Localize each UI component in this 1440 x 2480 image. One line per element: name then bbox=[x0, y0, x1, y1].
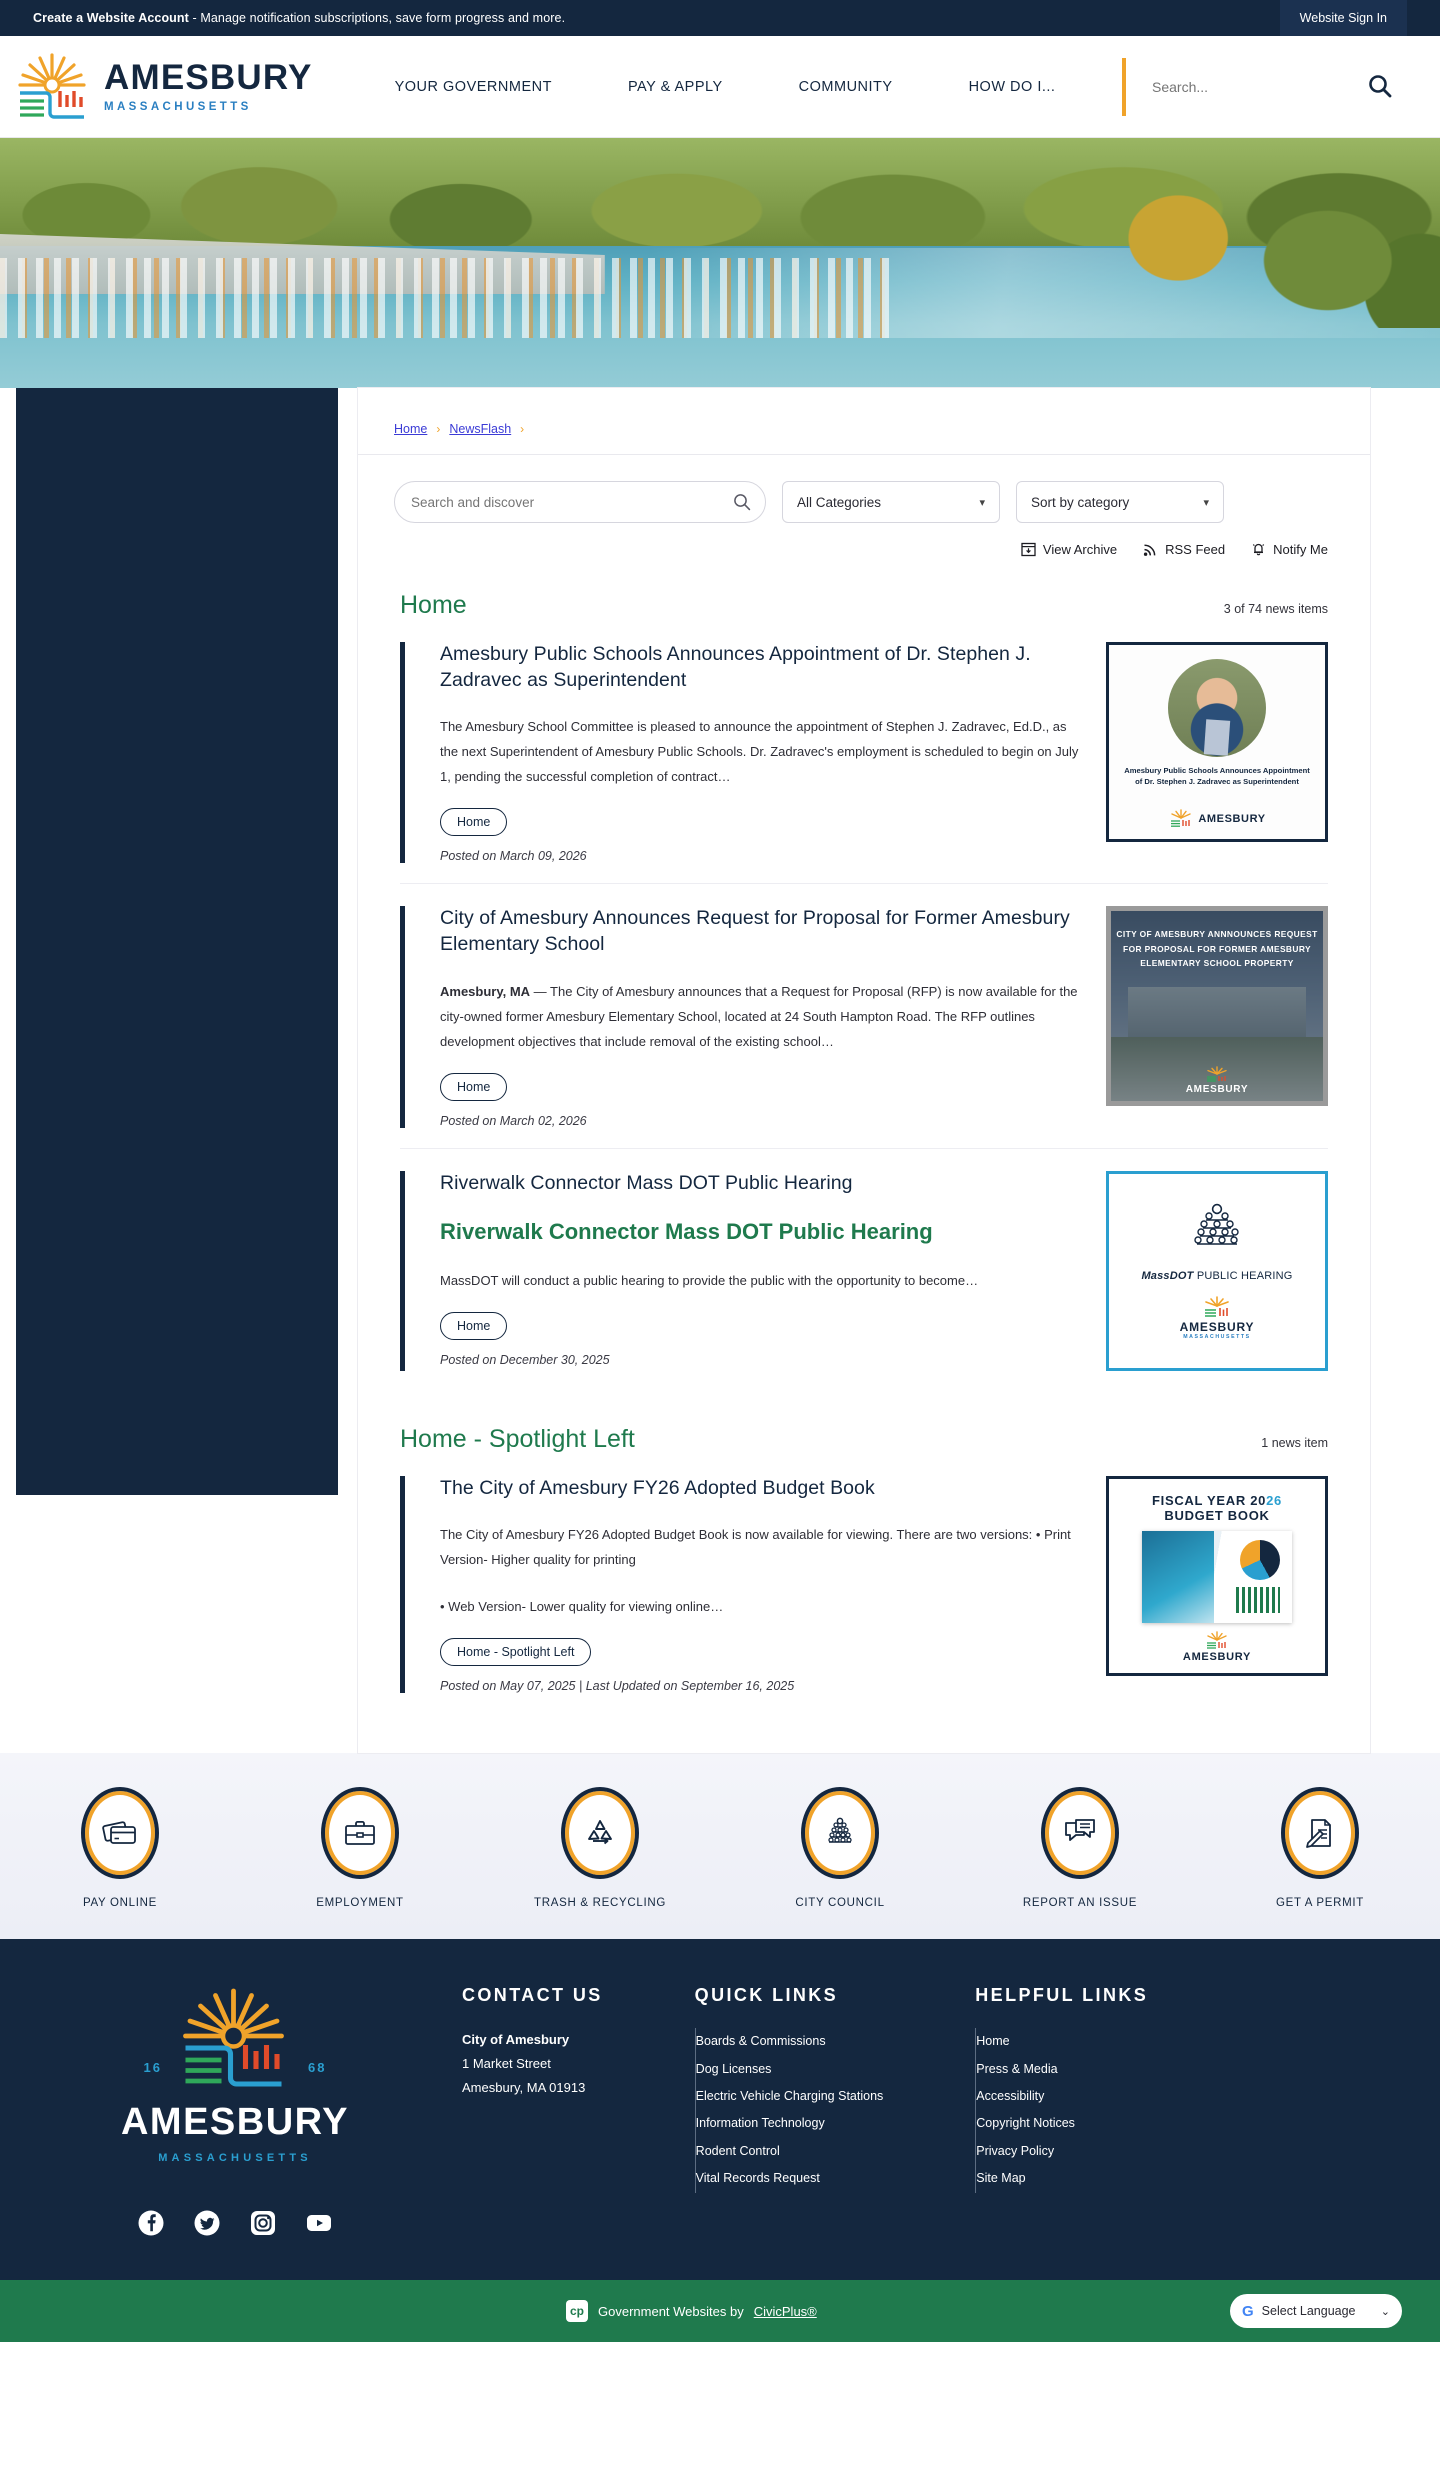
thumbnail-logo bbox=[1111, 1066, 1323, 1095]
nav-item-how-do-i[interactable]: HOW DO I... bbox=[968, 78, 1056, 95]
hero-banner-image bbox=[0, 138, 1440, 388]
briefcase-icon bbox=[343, 1818, 377, 1848]
news-posted-date: Posted on May 07, 2025 | Last Updated on September 16, 2025 bbox=[440, 1679, 795, 1694]
thumbnail-logo bbox=[1168, 809, 1265, 831]
news-toolbar bbox=[358, 523, 1370, 557]
page-body bbox=[0, 388, 1440, 1753]
category-filter-select[interactable] bbox=[782, 481, 1000, 523]
section-title-spotlight-left: Home - Spotlight Left bbox=[400, 1424, 635, 1453]
massdot-bold: MassDOT bbox=[1141, 1269, 1194, 1282]
news-item[interactable] bbox=[400, 620, 1328, 884]
civicplus-link[interactable]: CivicPlus® bbox=[753, 2303, 817, 2319]
thumbnail-caption: Amesbury Public Schools Announces Appointment of Dr. Stephen J. Zadravec as Superintendent bbox=[1124, 766, 1310, 787]
search-submit-button[interactable] bbox=[1367, 73, 1407, 102]
news-title[interactable]: Amesbury Public Schools Announces Appointment of Dr. Stephen J. Zadravec as Superintendent bbox=[440, 643, 1031, 691]
rss-feed-label: RSS Feed bbox=[1165, 541, 1226, 557]
news-summary-lead: Amesbury, MA bbox=[440, 983, 531, 999]
view-archive-button[interactable] bbox=[1021, 542, 1117, 557]
quick-action-circle bbox=[561, 1787, 639, 1879]
search-icon bbox=[1367, 73, 1393, 99]
budget-book-graphic bbox=[1106, 1476, 1328, 1676]
news-category-pill[interactable]: Home bbox=[440, 1073, 507, 1101]
thumbnail-logo bbox=[1183, 1631, 1251, 1665]
language-select-value: Select Language bbox=[1261, 2304, 1356, 2319]
sort-select[interactable] bbox=[1016, 481, 1224, 523]
news-category-pill[interactable]: Home bbox=[440, 808, 507, 836]
quick-action-circle bbox=[81, 1787, 159, 1879]
quick-action-employment[interactable] bbox=[285, 1787, 435, 1909]
news-title[interactable]: Riverwalk Connector Mass DOT Public Hearing bbox=[440, 1171, 853, 1194]
footer-link-home[interactable]: Home bbox=[976, 2034, 1010, 2049]
news-thumbnail[interactable] bbox=[1106, 906, 1328, 1127]
youtube-icon[interactable] bbox=[306, 2210, 332, 2236]
quick-action-label: TRASH & RECYCLING bbox=[533, 1897, 667, 1910]
quick-actions-strip bbox=[0, 1753, 1440, 1939]
amesbury-sunburst-logo-icon-footer bbox=[176, 1985, 294, 2093]
footer-social-links bbox=[138, 2210, 332, 2236]
news-accent-bar bbox=[400, 1476, 405, 1694]
breadcrumb-item-newsflash[interactable]: NewsFlash bbox=[449, 422, 512, 436]
create-account-description: - Manage notification subscriptions, save form progress and more. bbox=[188, 11, 566, 25]
news-summary: MassDOT will conduct a public hearing to provide the public with the opportunity to become… bbox=[440, 1272, 979, 1288]
hero-marina-boats bbox=[0, 258, 893, 338]
footer-link-copyright-notices[interactable]: Copyright Notices bbox=[976, 2116, 1075, 2131]
amesbury-sunburst-logo-icon bbox=[14, 51, 92, 123]
audience-podium-icon bbox=[1173, 1202, 1261, 1264]
news-summary: The City of Amesbury FY26 Adopted Budget Book is now available for viewing. There are two versions: • Print Version- Higher quality for printing bbox=[440, 1527, 1071, 1568]
news-item[interactable] bbox=[400, 1149, 1328, 1391]
breadcrumb-separator-icon: › bbox=[436, 422, 441, 436]
brand-subtitle: MASSACHUSETTS bbox=[104, 101, 252, 113]
news-list-home bbox=[358, 620, 1370, 1391]
news-summary-rest: — The City of Amesbury announces that a Request for Proposal (RFP) is now available for the city-owned former Amesbury Elementary School, located at 24 South Hampton Road. The RFP outlines development objectives that include removal of the existing school… bbox=[440, 983, 1078, 1049]
quick-action-get-a-permit[interactable] bbox=[1245, 1787, 1395, 1909]
chat-bubbles-icon bbox=[1063, 1818, 1097, 1848]
footer-quick-links-column bbox=[695, 1985, 884, 2236]
footer-link-accessibility[interactable]: Accessibility bbox=[976, 2089, 1045, 2103]
section-header-home bbox=[358, 557, 1370, 620]
nav-item-your-government[interactable]: YOUR GOVERNMENT bbox=[394, 78, 552, 95]
website-sign-in-button[interactable]: Website Sign In bbox=[1280, 0, 1407, 36]
footer-city-state-zip: Amesbury, MA 01913 bbox=[462, 2080, 586, 2096]
create-account-link[interactable]: Create a Website Account bbox=[33, 11, 189, 25]
footer-brand-name: AMESBURY bbox=[120, 2101, 350, 2144]
language-select[interactable] bbox=[1230, 2294, 1402, 2328]
category-filter-value: All Categories bbox=[797, 494, 882, 510]
rss-feed-button[interactable] bbox=[1143, 542, 1225, 557]
news-summary: The Amesbury School Committee is pleased to announce the appointment of Stephen J. Zadravec, Ed.D., as the next Superintendent of Amesbury Public Schools. Dr. Zadravec's employment is scheduled to begin on July 1, pending the successful completion of contract… bbox=[440, 719, 1079, 785]
news-item[interactable] bbox=[400, 1454, 1328, 1714]
news-posted-date: Posted on March 02, 2026 bbox=[440, 1113, 587, 1128]
thumbnail-logo-name: AMESBURY bbox=[1198, 813, 1266, 825]
superintendent-announcement-graphic bbox=[1106, 642, 1328, 842]
news-title[interactable]: The City of Amesbury FY26 Adopted Budget Book bbox=[440, 1476, 875, 1499]
thumbnail-logo-sub: MASSACHUSETTS bbox=[1183, 1333, 1251, 1340]
thumbnail-logo-name: AMESBURY bbox=[1185, 1084, 1249, 1096]
quick-action-circle bbox=[321, 1787, 399, 1879]
sunburst-logo-icon-small bbox=[1204, 1066, 1230, 1084]
site-footer bbox=[0, 1939, 1440, 2280]
footer-link-dog-licenses[interactable]: Dog Licenses bbox=[695, 2061, 772, 2076]
twitter-icon[interactable] bbox=[194, 2210, 220, 2236]
thumbnail-caption: CITY OF AMESBURY ANNNOUNCES REQUEST FOR PROPOSAL FOR FORMER AMESBURY ELEMENTARY SCHOOL PROPERTY bbox=[1116, 929, 1318, 968]
footer-quick-links-heading: QUICK LINKS bbox=[694, 1985, 839, 2006]
sunburst-logo-icon-small bbox=[1200, 1296, 1234, 1320]
news-thumbnail[interactable] bbox=[1106, 642, 1328, 863]
site-logo[interactable] bbox=[0, 51, 313, 123]
footer-link-press-media[interactable]: Press & Media bbox=[976, 2061, 1058, 2076]
civicplus-credit bbox=[566, 2300, 817, 2322]
news-accent-bar bbox=[400, 1171, 405, 1371]
thumbnail-logo bbox=[1180, 1296, 1255, 1340]
footer-helpful-links-list bbox=[975, 2028, 1148, 2192]
view-archive-label: View Archive bbox=[1042, 541, 1118, 557]
quick-action-circle bbox=[801, 1787, 879, 1879]
founding-year-left: 16 bbox=[143, 2060, 162, 2076]
thumbnail-line-1 bbox=[1152, 1493, 1282, 1508]
news-category-pill[interactable]: Home bbox=[440, 1312, 507, 1340]
quick-action-pay-online[interactable] bbox=[45, 1787, 195, 1909]
footer-contact-heading: CONTACT US bbox=[462, 1985, 603, 2006]
news-summary bbox=[440, 980, 1080, 1055]
create-account-promo[interactable] bbox=[0, 11, 565, 25]
founding-year-right: 68 bbox=[308, 2060, 327, 2076]
book-left-page bbox=[1142, 1531, 1214, 1623]
nav-item-community[interactable]: COMMUNITY bbox=[798, 78, 893, 95]
quick-action-label: PAY ONLINE bbox=[82, 1897, 158, 1910]
news-list-spotlight-left bbox=[358, 1454, 1370, 1714]
portrait-photo bbox=[1168, 659, 1266, 757]
filter-row bbox=[358, 455, 1370, 523]
massdot-public-hearing-graphic bbox=[1106, 1171, 1328, 1371]
quick-action-label: CITY COUNCIL bbox=[795, 1897, 885, 1910]
thumbnail-line-2: BUDGET BOOK bbox=[1164, 1507, 1270, 1523]
bell-icon bbox=[1251, 541, 1266, 557]
quick-action-circle bbox=[1041, 1787, 1119, 1879]
footer-link-privacy-policy[interactable]: Privacy Policy bbox=[976, 2143, 1055, 2158]
footer-link-vital-records-request[interactable]: Vital Records Request bbox=[695, 2171, 820, 2186]
thumbnail-caption bbox=[1141, 1270, 1292, 1282]
search-input[interactable] bbox=[1152, 79, 1367, 95]
section-header-spotlight-left bbox=[358, 1391, 1370, 1454]
footer-link-ev-charging-stations[interactable]: Electric Vehicle Charging Stations bbox=[695, 2089, 884, 2103]
utility-bar bbox=[0, 0, 1440, 36]
news-category-pill[interactable]: Home - Spotlight Left bbox=[440, 1638, 591, 1666]
news-inline-heading: Riverwalk Connector Mass DOT Public Hearing bbox=[440, 1219, 933, 1245]
chevron-down-icon: ▾ bbox=[979, 496, 985, 509]
budget-book-illustration bbox=[1142, 1531, 1292, 1623]
elementary-school-rfp-graphic bbox=[1106, 906, 1328, 1106]
bottom-bar bbox=[0, 2280, 1440, 2342]
quick-action-report-an-issue[interactable] bbox=[1005, 1787, 1155, 1909]
pie-chart-graphic bbox=[1240, 1540, 1280, 1580]
hero-right-trees bbox=[1066, 178, 1440, 328]
footer-link-rodent-control[interactable]: Rodent Control bbox=[695, 2143, 780, 2158]
credit-card-icon bbox=[102, 1818, 138, 1848]
site-header bbox=[0, 36, 1440, 138]
footer-contact-column bbox=[462, 1985, 603, 2236]
thumbnail-logo-name: AMESBURY bbox=[1179, 1319, 1255, 1334]
rss-icon bbox=[1143, 542, 1158, 557]
civicplus-logo-icon: cp bbox=[566, 2300, 588, 2322]
footer-helpful-links-column bbox=[975, 1985, 1148, 2236]
main-navigation bbox=[357, 79, 1094, 95]
footer-brand bbox=[70, 1985, 400, 2236]
news-accent-bar bbox=[400, 906, 405, 1127]
instagram-icon[interactable] bbox=[250, 2210, 276, 2236]
news-thumbnail[interactable] bbox=[1106, 1476, 1328, 1694]
chevron-down-icon-language: ⌄ bbox=[1380, 2305, 1390, 2318]
section-count-home: 3 of 74 news items bbox=[1223, 602, 1328, 616]
sort-select-value: Sort by category bbox=[1031, 494, 1130, 510]
quick-action-label: EMPLOYMENT bbox=[316, 1897, 404, 1910]
thumbnail-logo-name: AMESBURY bbox=[1182, 1650, 1252, 1663]
footer-address bbox=[462, 2028, 603, 2100]
notify-me-button[interactable] bbox=[1251, 541, 1328, 557]
discover-search-box[interactable] bbox=[394, 481, 766, 523]
discover-search-input[interactable] bbox=[411, 495, 749, 510]
section-count-spotlight-left: 1 news item bbox=[1261, 1435, 1328, 1450]
search-icon-small bbox=[733, 493, 751, 511]
footer-link-site-map[interactable]: Site Map bbox=[976, 2171, 1026, 2186]
chevron-down-icon-2: ▾ bbox=[1203, 496, 1209, 509]
document-pen-icon bbox=[1304, 1817, 1336, 1849]
left-sidebar-panel bbox=[16, 388, 338, 1495]
notify-me-label: Notify Me bbox=[1273, 541, 1328, 557]
credit-prefix: Government Websites by bbox=[598, 2303, 744, 2319]
footer-quick-links-list bbox=[695, 2028, 884, 2192]
sunburst-logo-icon-small bbox=[1203, 1631, 1231, 1651]
sunburst-logo-icon-small bbox=[1168, 809, 1194, 829]
nav-item-pay-and-apply[interactable]: PAY & APPLY bbox=[627, 78, 723, 95]
footer-link-information-technology[interactable]: Information Technology bbox=[695, 2116, 825, 2131]
footer-link-boards-commissions[interactable]: Boards & Commissions bbox=[695, 2034, 826, 2049]
footer-street: 1 Market Street bbox=[462, 2056, 551, 2072]
facebook-icon[interactable] bbox=[138, 2210, 164, 2236]
footer-brand-subtitle: MASSACHUSETTS bbox=[158, 2152, 312, 2165]
fiscal-year-26: 26 bbox=[1266, 1492, 1282, 1508]
quick-action-city-council[interactable] bbox=[765, 1787, 915, 1909]
breadcrumb-separator-icon-2: › bbox=[520, 422, 525, 436]
quick-action-circle bbox=[1281, 1787, 1359, 1879]
news-item[interactable] bbox=[400, 884, 1328, 1148]
quick-action-trash-recycling[interactable] bbox=[525, 1787, 675, 1909]
news-accent-bar bbox=[400, 642, 405, 863]
news-title[interactable]: City of Amesbury Announces Request for Proposal for Former Amesbury Elementary School bbox=[440, 907, 1070, 956]
news-posted-date: Posted on December 30, 2025 bbox=[440, 1352, 610, 1367]
news-thumbnail[interactable] bbox=[1106, 1171, 1328, 1371]
quick-action-label: REPORT AN ISSUE bbox=[1022, 1897, 1138, 1910]
news-posted-date: Posted on March 09, 2026 bbox=[440, 849, 587, 864]
footer-helpful-links-heading: HELPFUL LINKS bbox=[975, 1985, 1149, 2006]
massdot-rest: PUBLIC HEARING bbox=[1193, 1269, 1293, 1282]
news-summary-2: • Web Version- Lower quality for viewing online… bbox=[440, 1599, 724, 1615]
news-flash-content bbox=[358, 388, 1370, 1753]
bar-chart-graphic bbox=[1236, 1587, 1280, 1613]
section-title-home: Home bbox=[400, 591, 467, 619]
archive-icon bbox=[1021, 542, 1036, 557]
google-translate-icon: G bbox=[1242, 2302, 1254, 2320]
recycle-icon bbox=[584, 1817, 616, 1849]
breadcrumb bbox=[358, 388, 1370, 455]
breadcrumb-item-home[interactable]: Home bbox=[394, 422, 428, 436]
footer-org-name: City of Amesbury bbox=[462, 2032, 570, 2048]
header-search bbox=[1122, 58, 1440, 116]
fiscal-year-text: FISCAL YEAR 20 bbox=[1152, 1492, 1267, 1508]
brand-name: AMESBURY bbox=[104, 58, 313, 97]
quick-action-label: GET A PERMIT bbox=[1275, 1897, 1365, 1910]
podium-icon bbox=[823, 1817, 857, 1849]
